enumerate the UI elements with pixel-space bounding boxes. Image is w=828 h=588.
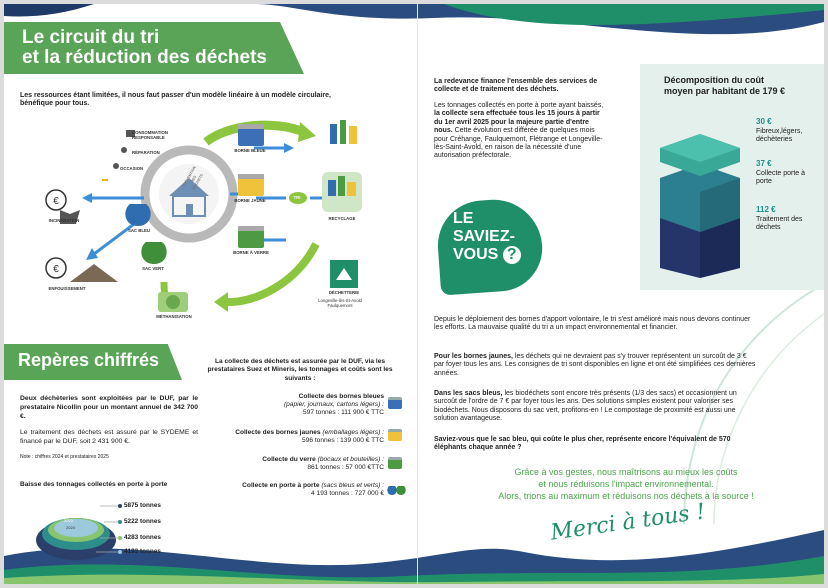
- collecte-verre-title: Collecte du verre: [262, 456, 316, 463]
- tonnes-2024: 4193 tonnes: [124, 548, 161, 555]
- cost-cube-chart: [650, 118, 750, 278]
- collecte-verre-value: 861 tonnes : 57 000 €TTC: [307, 464, 384, 471]
- question-mark-icon: ?: [503, 246, 521, 264]
- closing-message: [436, 466, 816, 502]
- label-prevention: PRÉVENTION DES DÉCHETS: [181, 165, 204, 191]
- label-consommation: CONSOMMATION RESPONSABLE: [132, 130, 168, 140]
- tonnages-block: [434, 102, 606, 161]
- decheteries-text: Deux déchèteries sont exploitées par le DUF, par le prestataire Nicollin pour un montant annuel de 342 700 €.: [20, 395, 198, 420]
- collecte-verre-sub: (bocaux et bouteilles) :: [317, 456, 384, 463]
- cost-112-amount: 112 €: [756, 205, 776, 214]
- sacs-icon: [386, 482, 408, 496]
- saviez-vous-text: [453, 210, 521, 264]
- label-decheterie-caption: Longeville-lès-St-Avold Faulquemont: [318, 298, 362, 308]
- label-recyclage: RECYCLAGE: [328, 216, 356, 221]
- collecte-jaune-value: 596 tonnes : 139 000 € TTC: [302, 437, 384, 444]
- label-borne-verre: BORNE À VERRE: [233, 250, 269, 255]
- merci-signature: Merci à tous !: [549, 499, 707, 546]
- year-2021: 2021: [60, 500, 69, 505]
- year-2022: 2022: [62, 510, 71, 515]
- label-methanisation: MÉTHANISATION: [156, 314, 192, 319]
- collecte-jaune-title: Collecte des bornes jaunes: [235, 429, 321, 436]
- label-sac-vert: SAC VERT: [142, 266, 164, 271]
- cost-title: Décomposition du coût moyen par habitant de 179 €: [664, 75, 786, 96]
- intro-text: Les ressources étant limitées, il nous faut passer d'un modèle linéaire à un modèle circulaire, bénéfique pour tous.: [20, 92, 331, 108]
- bin-bleu-icon: [388, 397, 402, 409]
- cost-30-amount: 30 €: [756, 117, 772, 126]
- collecte-porte-value: 4 193 tonnes : 727 000 €: [311, 490, 384, 497]
- baisse-title: Baisse des tonnages collectés en porte à porte: [20, 481, 168, 488]
- collecte-row-bleue: [200, 393, 384, 417]
- green-line-3: Alors, trions au maximum et réduisons nos déchets à la source !: [498, 491, 754, 501]
- note-text: Note : chiffres 2024 et prestataires 2025: [20, 454, 109, 460]
- tonnes-2023: 4283 tonnes: [124, 534, 161, 541]
- label-occasion: OCCASION: [120, 166, 144, 171]
- label-borne-jaune: BORNE JAUNE: [234, 198, 266, 203]
- collecte-bleue-sub: (papier, journaux, cartons légers) :: [283, 401, 384, 408]
- year-2024: 2024: [66, 525, 75, 530]
- p3-text: les biodéchets sont encore très présents (1/3 des sacs) et occasionnent un surcoût de l'ordre de 7 € par foyer tous les ans. Des solutions simples existent pour valoriser ses biodéchets. Nous disposons du sac vert, profitons-en ! Le compostage de proximité est aussi une solution avantageuse.: [434, 390, 737, 423]
- label-tri: TRI: [293, 195, 301, 200]
- green-line-1: Grâce à vos gestes, nous maîtrisons au mieux les coûts: [514, 467, 738, 477]
- label-sac-bleu: SAC BLEU: [128, 228, 150, 233]
- collecte-porte-title: Collecte en porte à porte: [242, 482, 320, 489]
- reperes-title: Repères chiffrés: [18, 350, 160, 370]
- p2-text: les déchets qui ne devraient pas s'y trouver représentent un surcoût de 3 € par foyer tous les ans. Les consignes de tri sont disponibles en ligne et ont été simplifiées ces dernières années.: [434, 353, 756, 377]
- paragraph-2: [434, 353, 758, 378]
- tonnes-2021: 5875 tonnes: [124, 502, 161, 509]
- year-2023: 2023: [64, 518, 73, 523]
- collecte-porte-sub: (sacs bleus et verts) :: [321, 482, 384, 489]
- tonnage-chart: [28, 494, 208, 564]
- paragraph-1: Depuis le déploiement des bornes d'apport volontaire, le tri s'est amélioré mais nous devons continuer les efforts. La mauvaise qualité du tri a un impact environnemental et financier.: [434, 316, 751, 332]
- cost-37-label: Collecte porte à porte: [756, 170, 806, 186]
- tonnages-2: la collecte sera effectuée tous les 15 jours à partir du 1er avril 2025 pour la majeure partie d'entre nous.: [434, 110, 600, 135]
- collecte-row-jaune: [200, 429, 384, 445]
- label-incineration: INCINÉRATION: [48, 218, 80, 223]
- svg-text:€: €: [53, 264, 59, 275]
- savez-line-3: [453, 246, 521, 264]
- cost-37-amount: 37 €: [756, 159, 772, 168]
- paragraph-4: Saviez-vous que le sac bleu, qui coûte le plus cher, représente encore l'équivalent de 570 éléphants chaque année ?: [434, 436, 731, 452]
- collecte-bleue-title: Collecte des bornes bleues: [298, 393, 384, 400]
- brochure-spread: [4, 4, 824, 584]
- collecte-row-verre: [200, 456, 384, 472]
- page-title: [22, 28, 267, 68]
- tonnages-1: Les tonnages collectés en porte à porte ayant baissés,: [434, 102, 604, 109]
- cost-30-label: Fibreux,légers, déchèteries: [756, 128, 803, 144]
- bin-verre-icon: [388, 457, 402, 469]
- title-line-2: et la réduction des déchets: [22, 47, 267, 68]
- collecte-bleue-value: 597 tonnes : 111 900 € TTC: [302, 409, 384, 416]
- collecte-row-porte: [200, 482, 384, 498]
- label-reparation: RÉPARATION: [132, 150, 160, 155]
- tonnages-3: Cette évolution est différée de quelques mois pour Créhange, Faulquemont, Flétrange et Longeville-lès-Saint-Avold, en raison de la nécessité d'une autorisation préfectorale.: [434, 127, 603, 160]
- cost-112-label: Traitement des déchets: [756, 216, 803, 232]
- p2-bold: Pour les bornes jaunes,: [434, 353, 513, 360]
- page-spine: [417, 4, 418, 584]
- label-borne-bleue: BORNE BLEUE: [234, 148, 266, 153]
- paragraph-3: [434, 390, 758, 424]
- svg-text:€: €: [53, 196, 59, 207]
- savez-line-2: SAVIEZ-: [453, 228, 515, 245]
- savez-line-1: LE: [453, 210, 474, 227]
- collecte-jaune-sub: (emballages légers) :: [322, 429, 384, 436]
- label-enfouissement: ENFOUISSEMENT: [48, 286, 86, 291]
- tonnes-2022: 5222 tonnes: [124, 518, 161, 525]
- label-decheterie: DÉCHETTERIE: [328, 290, 360, 295]
- green-line-2: et nous réduisons l'impact environnemental.: [538, 479, 714, 489]
- redevance-text: La redevance finance l'ensemble des services de collecte et de traitement des déchets.: [434, 78, 598, 94]
- bin-jaune-icon: [388, 429, 402, 441]
- savez-vous: VOUS: [453, 246, 499, 263]
- collecte-intro: La collecte des déchets est assurée par le DUF, via les prestataires Suez et Mineris, les tonnages et coûts sont les suivants :: [207, 358, 393, 382]
- title-line-1: Le circuit du tri: [22, 27, 160, 48]
- traitement-text: Le traitement des déchets est assuré par le SYDEME et financé par le DUF, soit 2 431 900 €.: [20, 429, 198, 445]
- p3-bold: Dans les sacs bleus,: [434, 390, 503, 397]
